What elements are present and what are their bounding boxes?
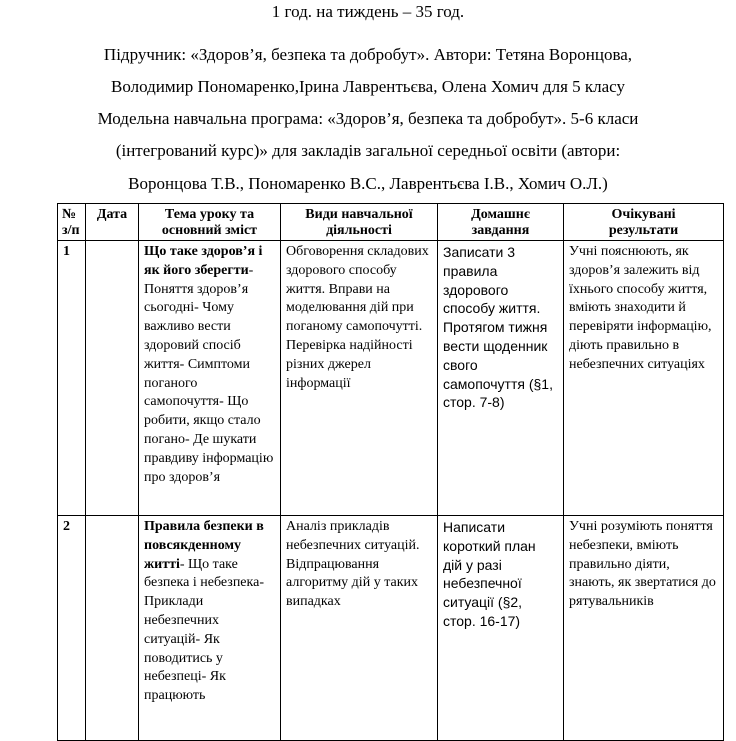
row-results: Учні розуміють поняття небезпеки, вміють правильно діяти, знають, як звертатися до рятувальників	[564, 516, 724, 741]
program-course-line: (інтегрований курс)» для закладів загальної середньої освіти (автори:	[115, 141, 621, 160]
header-activities: Види навчальної діяльності	[281, 204, 438, 241]
topic-body: - Що таке безпека і небезпека- Приклади небезпечних ситуацій- Як поводитись у небезпеці- Як працюють	[144, 556, 264, 704]
textbook-line: Підручник: «Здоров’я, безпека та добробут». Автори: Тетяна Воронцова,	[103, 45, 633, 64]
topic-title: Правила безпеки в повсякденному житті	[144, 519, 264, 572]
program-line: Модельна навчальна програма: «Здоров’я, безпека та добробут». 5-6 класи	[97, 109, 639, 128]
row-results: Учні пояснюють, як здоров’я залежить від їхнього способу життя, вміють знаходити й перевіряти інформацію, діють правильно в небезпечних ситуаціях	[564, 241, 724, 516]
row-activities: Обговорення складових здорового способу життя. Вправи на моделювання дій при поганому самопочутті. Перевірка надійності різних джерел інформації	[281, 241, 438, 516]
textbook-authors-line: Володимир Пономаренко,Ірина Лаврентьєва, Олена Хомич для 5 класу	[110, 77, 625, 96]
row-topic	[139, 241, 281, 516]
row-number: 1	[58, 241, 86, 516]
header-topic: Тема уроку та основний зміст	[139, 204, 281, 241]
table-row	[58, 241, 724, 516]
header-homework: Домашнє завдання	[438, 204, 564, 241]
hours-line: 1 год. на тиждень – 35 год.	[271, 2, 465, 21]
row-date	[86, 241, 139, 516]
row-homework: Записати 3 правила здорового способу життя. Протягом тижня вести щоденник свого самопочуття (§1, стор. 7-8)	[438, 241, 564, 516]
row-date	[86, 516, 139, 741]
header-number: № з/п	[58, 204, 86, 241]
header-date: Дата	[86, 204, 139, 241]
row-topic	[139, 516, 281, 741]
topic-body: - Поняття здоров’я сьогодні- Чому важливо вести здоровий спосіб життя- Симптоми поганого самопочуття- Що робити, якщо стало погано- Де шукати правдиву інформацію про здоров’я	[144, 262, 274, 485]
row-homework: Написати короткий план дій у разі небезпечної ситуації (§2, стор. 16-17)	[438, 516, 564, 741]
row-number: 2	[58, 516, 86, 741]
lesson-plan-table	[57, 203, 724, 741]
header-results: Очікувані результати	[564, 204, 724, 241]
table-header-row	[58, 204, 724, 241]
table-row	[58, 516, 724, 741]
program-authors-line: Воронцова Т.В., Пономаренко В.С., Лаврентьєва І.В., Хомич О.Л.)	[128, 174, 608, 193]
row-activities: Аналіз прикладів небезпечних ситуацій. Відпрацювання алгоритму дій у таких випадках	[281, 516, 438, 741]
topic-title: Що таке здоров’я і як його зберегти	[144, 244, 263, 278]
